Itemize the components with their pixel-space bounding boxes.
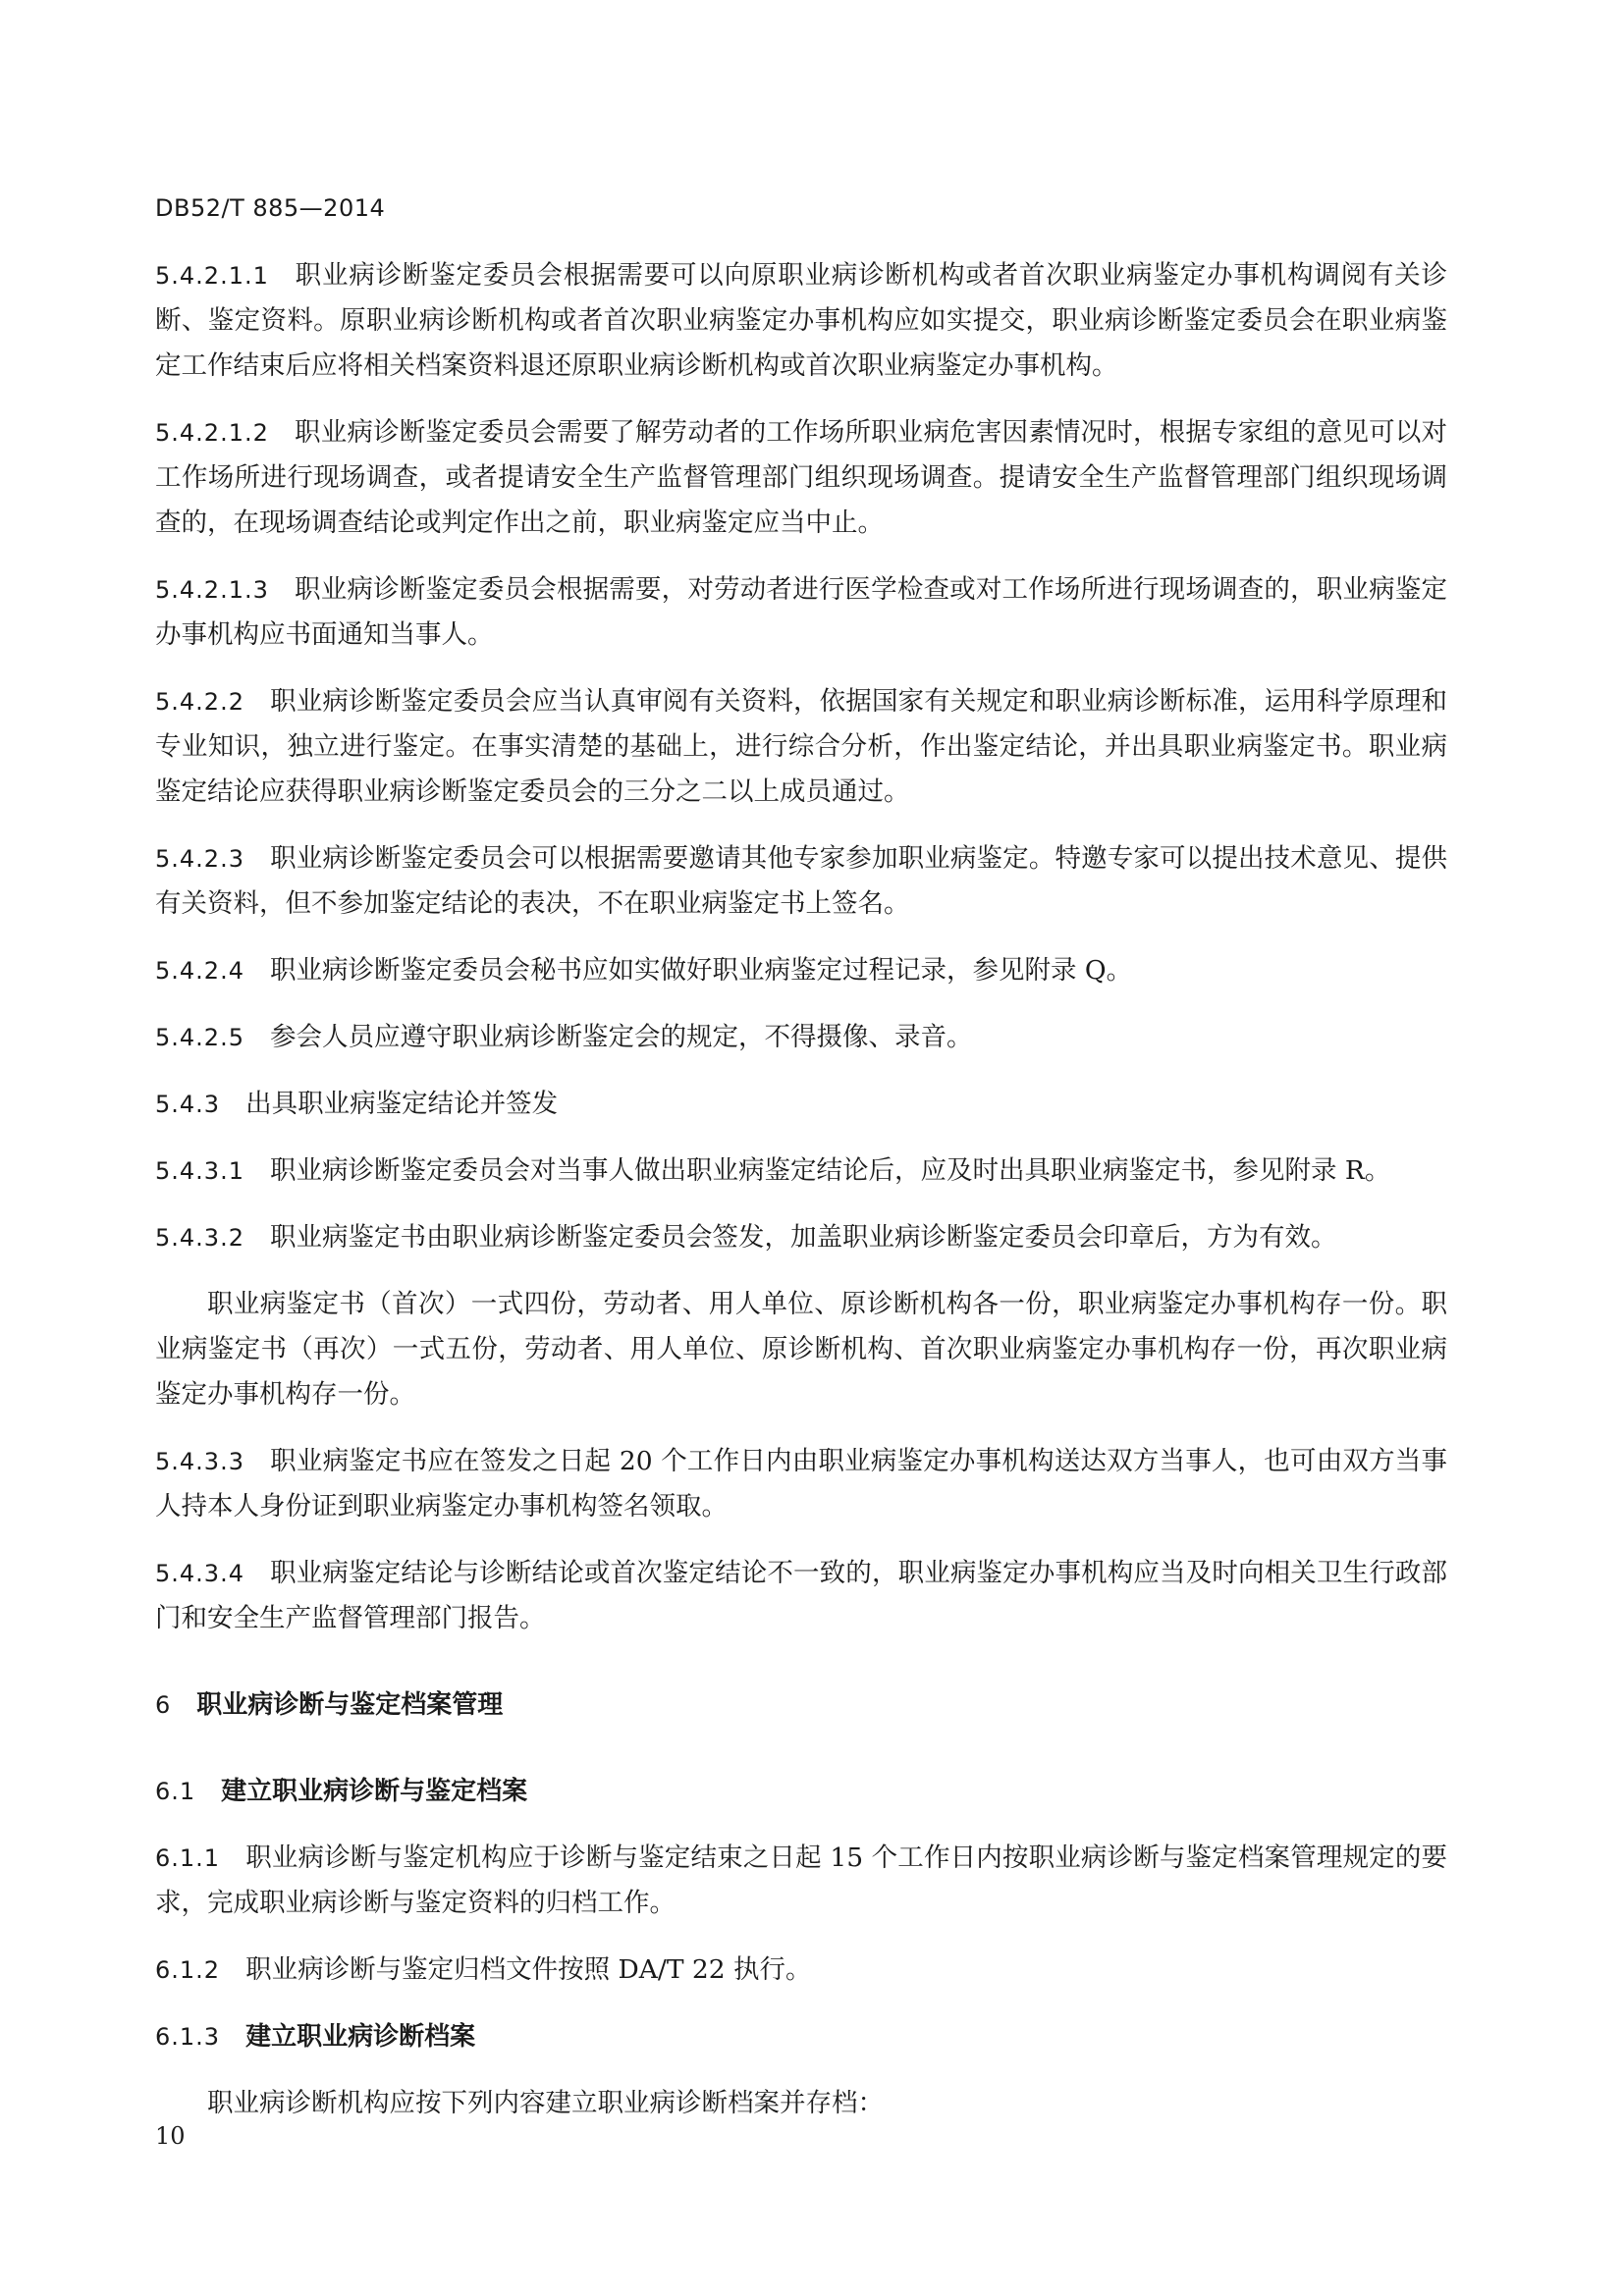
clause-text: 职业病诊断与鉴定机构应于诊断与鉴定结束之日起 15 个工作日内按职业病诊断与鉴定档案管理规定的要求，完成职业病诊断与鉴定资料的归档工作。 <box>155 1842 1447 1918</box>
clause-5-4-2-1-1 <box>155 253 1447 389</box>
clause-5-4-2-1-3 <box>155 567 1447 658</box>
clause-number: 5.4.3.3 <box>155 1448 244 1475</box>
clause-5-4-3-2-continuation <box>155 1282 1447 1417</box>
section-number: 6 <box>155 1691 172 1719</box>
clause-number: 5.4.2.1.3 <box>155 576 269 604</box>
clause-text: 职业病鉴定书应在签发之日起 20 个工作日内由职业病鉴定办事机构送达双方当事人，也可由双方当事人持本人身份证到职业病鉴定办事机构签名领取。 <box>155 1446 1447 1522</box>
clause-5-4-3-1 <box>155 1148 1447 1194</box>
document-body <box>155 253 1447 2148</box>
clause-text: 出具职业病鉴定结论并签发 <box>245 1089 559 1119</box>
clause-6-1-1 <box>155 1836 1447 1926</box>
clause-5-4-2-2 <box>155 679 1447 815</box>
clause-text: 职业病鉴定书（首次）一式四份，劳动者、用人单位、原诊断机构各一份，职业病鉴定办事机构存一份。职业病鉴定书（再次）一式五份，劳动者、用人单位、原诊断机构、首次职业病鉴定办事机构存一份，再次职业病鉴定办事机构存一份。 <box>155 1289 1447 1410</box>
clause-number: 5.4.3.1 <box>155 1157 244 1185</box>
clause-5-4-3-2 <box>155 1215 1447 1260</box>
section-title: 建立职业病诊断与鉴定档案 <box>221 1777 528 1806</box>
section-6-1-heading <box>155 1769 1447 1814</box>
clause-5-4-3-4 <box>155 1551 1447 1641</box>
clause-text: 职业病诊断鉴定委员会秘书应如实做好职业病鉴定过程记录，参见附录 Q。 <box>269 955 1133 986</box>
clause-number: 5.4.2.2 <box>155 688 244 716</box>
clause-text: 职业病诊断鉴定委员会应当认真审阅有关资料，依据国家有关规定和职业病诊断标准，运用科学原理和专业知识，独立进行鉴定。在事实清楚的基础上，进行综合分析，作出鉴定结论，并出具职业病鉴定书。职业病鉴定结论应获得职业病诊断鉴定委员会的三分之二以上成员通过。 <box>155 686 1447 807</box>
section-title: 建立职业病诊断档案 <box>245 2022 476 2052</box>
clause-number: 5.4.2.1.1 <box>155 262 269 290</box>
section-title: 职业病诊断与鉴定档案管理 <box>196 1690 504 1720</box>
page-number: 10 <box>155 2122 186 2150</box>
clause-6-1-2 <box>155 1948 1447 1993</box>
clause-number: 6.1.1 <box>155 1844 221 1872</box>
clause-text: 职业病诊断与鉴定归档文件按照 DA/T 22 执行。 <box>245 1954 812 1985</box>
section-number: 6.1 <box>155 1778 196 1805</box>
clause-text: 参会人员应遵守职业病诊断鉴定会的规定，不得摄像、录音。 <box>269 1022 973 1052</box>
clause-5-4-3 <box>155 1082 1447 1127</box>
clause-number: 6.1.2 <box>155 1956 221 1984</box>
clause-text: 职业病诊断鉴定委员会对当事人做出职业病鉴定结论后，应及时出具职业病鉴定书，参见附录 R。 <box>269 1155 1391 1186</box>
section-number: 6.1.3 <box>155 2023 221 2051</box>
clause-5-4-2-5 <box>155 1015 1447 1060</box>
clause-number: 5.4.3 <box>155 1091 221 1118</box>
clause-text: 职业病诊断鉴定委员会根据需要，对劳动者进行医学检查或对工作场所进行现场调查的，职业病鉴定办事机构应书面通知当事人。 <box>155 574 1447 650</box>
clause-5-4-3-3 <box>155 1439 1447 1529</box>
section-6-1-3-heading <box>155 2014 1447 2059</box>
clause-text: 职业病诊断鉴定委员会根据需要可以向原职业病诊断机构或者首次职业病鉴定办事机构调阅有关诊断、鉴定资料。原职业病诊断机构或者首次职业病鉴定办事机构应如实提交，职业病诊断鉴定委员会在职业病鉴定工作结束后应将相关档案资料退还原职业病诊断机构或首次职业病鉴定办事机构。 <box>155 260 1447 381</box>
clause-text: 职业病鉴定书由职业病诊断鉴定委员会签发，加盖职业病诊断鉴定委员会印章后，方为有效。 <box>269 1222 1337 1253</box>
clause-text: 职业病鉴定结论与诊断结论或首次鉴定结论不一致的，职业病鉴定办事机构应当及时向相关卫生行政部门和安全生产监督管理部门报告。 <box>155 1558 1447 1633</box>
clause-text: 职业病诊断机构应按下列内容建立职业病诊断档案并存档： <box>207 2088 884 2118</box>
clause-number: 5.4.3.2 <box>155 1224 244 1252</box>
section-6-heading <box>155 1682 1447 1728</box>
clause-6-1-3-text <box>155 2081 1447 2126</box>
clause-5-4-2-4 <box>155 948 1447 993</box>
clause-number: 5.4.3.4 <box>155 1560 244 1587</box>
standard-number-header: DB52/T 885—2014 <box>155 194 386 222</box>
clause-number: 5.4.2.1.2 <box>155 419 269 447</box>
clause-number: 5.4.2.3 <box>155 845 244 873</box>
clause-5-4-2-3 <box>155 836 1447 927</box>
clause-number: 5.4.2.5 <box>155 1024 244 1051</box>
clause-text: 职业病诊断鉴定委员会需要了解劳动者的工作场所职业病危害因素情况时，根据专家组的意见可以对工作场所进行现场调查，或者提请安全生产监督管理部门组织现场调查。提请安全生产监督管理部门组织现场调查的，在现场调查结论或判定作出之前，职业病鉴定应当中止。 <box>155 417 1447 538</box>
clause-number: 5.4.2.4 <box>155 957 244 985</box>
clause-text: 职业病诊断鉴定委员会可以根据需要邀请其他专家参加职业病鉴定。特邀专家可以提出技术意见、提供有关资料，但不参加鉴定结论的表决，不在职业病鉴定书上签名。 <box>155 843 1447 919</box>
clause-5-4-2-1-2 <box>155 410 1447 546</box>
